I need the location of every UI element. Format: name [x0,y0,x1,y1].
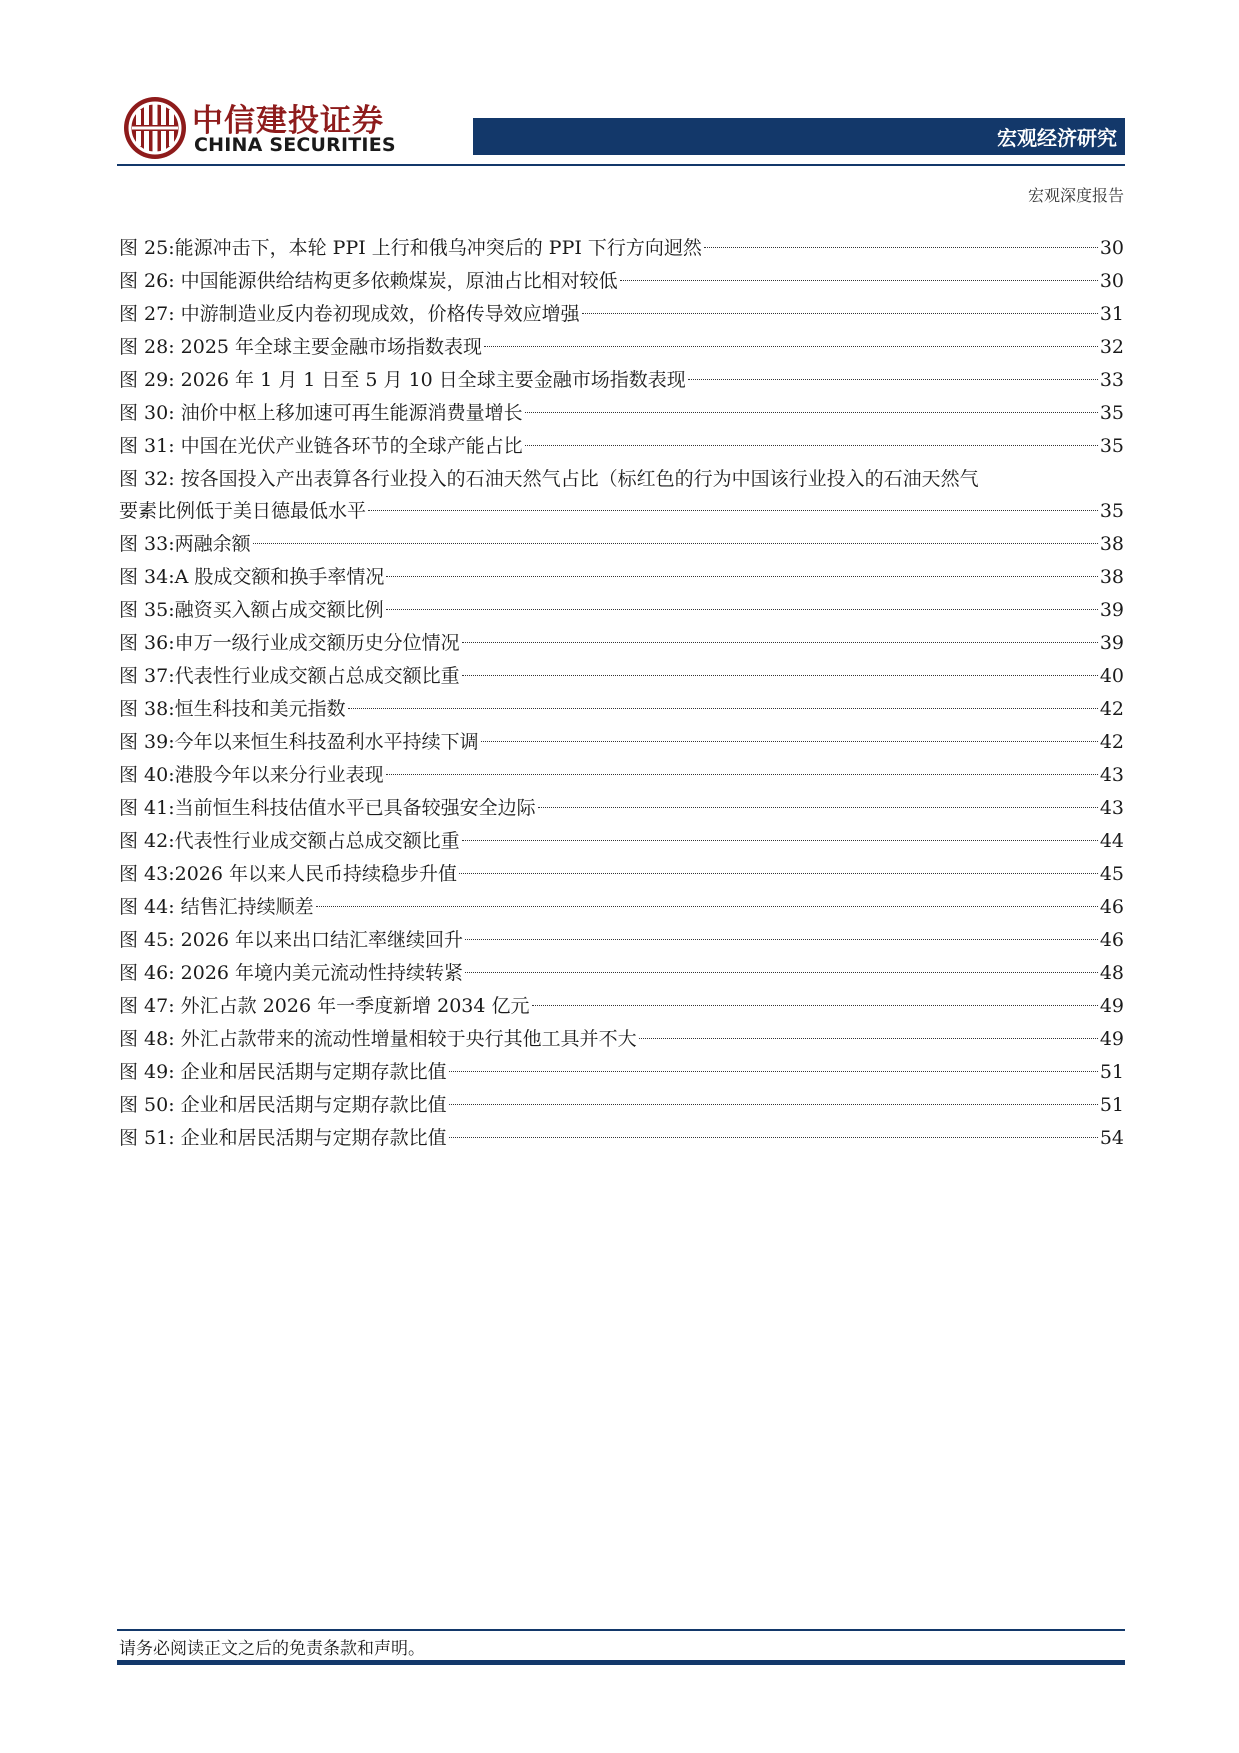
toc-entry-title: 图 48: 外汇占款带来的流动性增量相较于央行其他工具并不大 [119,1028,637,1050]
toc-leader-dots [532,1005,1098,1006]
toc-entry-title: 要素比例低于美日德最低水平 [119,500,367,522]
disclaimer-note: 请务必阅读正文之后的免责条款和声明。 [119,1639,425,1659]
toc-page-number: 38 [1099,533,1124,555]
toc-page-number: 30 [1099,237,1124,259]
toc-page-number: 49 [1099,995,1124,1017]
toc-entry-title: 图 50: 企业和居民活期与定期存款比值 [119,1094,447,1116]
toc-entry-title: 图 39:今年以来恒生科技盈利水平持续下调 [119,731,479,753]
toc-entry[interactable] [119,627,1124,660]
toc-page-number: 43 [1099,797,1124,819]
toc-leader-dots [704,247,1098,248]
toc-entry-title: 图 31: 中国在光伏产业链各环节的全球产能占比 [119,435,523,457]
toc-page-number: 54 [1099,1127,1124,1149]
toc-entry-title: 图 44: 结售汇持续顺差 [119,896,314,918]
toc-leader-dots [459,873,1098,874]
toc-leader-dots [449,1071,1098,1072]
toc-entry-title: 图 42:代表性行业成交额占总成交额比重 [119,830,460,852]
company-logo [122,95,532,165]
toc-page-number: 42 [1099,731,1124,753]
toc-leader-dots [449,1137,1098,1138]
toc-leader-dots [462,840,1098,841]
toc-entry[interactable] [119,792,1124,825]
toc-page-number: 32 [1099,336,1124,358]
toc-page-number: 40 [1099,665,1124,687]
toc-page-number: 42 [1099,698,1124,720]
toc-entry[interactable] [119,594,1124,627]
section-title: 宏观经济研究 [997,126,1117,150]
toc-leader-dots [348,708,1098,709]
report-type-label: 宏观深度报告 [1027,186,1124,205]
toc-entry[interactable] [119,1089,1124,1122]
toc-entry[interactable] [119,495,1124,528]
china-securities-logo-icon [122,95,188,161]
toc-entry-title: 图 46: 2026 年境内美元流动性持续转紧 [119,962,464,984]
toc-entry-title: 图 51: 企业和居民活期与定期存款比值 [119,1127,447,1149]
toc-entry-title: 图 34:A 股成交额和换手率情况 [119,566,385,588]
toc-entry-title: 图 49: 企业和居民活期与定期存款比值 [119,1061,447,1083]
toc-entry[interactable] [119,364,1124,397]
toc-entry[interactable] [119,990,1124,1023]
toc-page-number: 46 [1099,929,1124,951]
toc-entry-title: 图 40:港股今年以来分行业表现 [119,764,384,786]
toc-entry-title: 图 45: 2026 年以来出口结汇率继续回升 [119,929,464,951]
toc-leader-dots [462,675,1098,676]
toc-leader-dots [688,379,1098,380]
toc-page-number: 38 [1099,566,1124,588]
toc-entry-title: 图 35:融资买入额占成交额比例 [119,599,384,621]
toc-page-number: 31 [1099,303,1124,325]
toc-page-number: 43 [1099,764,1124,786]
toc-entry-title: 图 41:当前恒生科技估值水平已具备较强安全边际 [119,797,536,819]
toc-entry[interactable] [119,957,1124,990]
toc-page-number: 35 [1099,402,1124,424]
toc-leader-dots [481,741,1098,742]
toc-leader-dots [386,609,1098,610]
toc-entry[interactable] [119,1023,1124,1056]
toc-page-number: 45 [1099,863,1124,885]
figure-list [119,232,1124,1155]
toc-page-number: 33 [1099,369,1124,391]
toc-entry[interactable] [119,528,1124,561]
header-divider [117,164,1125,166]
toc-entry[interactable] [119,924,1124,957]
section-banner [473,118,1125,155]
toc-entry-title: 图 38:恒生科技和美元指数 [119,698,346,720]
toc-entry[interactable] [119,660,1124,693]
toc-entry-title: 图 29: 2026 年 1 月 1 日至 5 月 10 日全球主要金融市场指数表现 [119,369,686,391]
logo-chinese-name: 中信建投证券 [192,103,384,139]
toc-leader-dots [484,346,1098,347]
toc-page-number: 48 [1099,962,1124,984]
toc-entry[interactable] [119,858,1124,891]
toc-entry[interactable] [119,726,1124,759]
toc-entry[interactable] [119,825,1124,858]
toc-entry-first-line[interactable] [119,463,1124,495]
toc-page-number: 44 [1099,830,1124,852]
toc-entry[interactable] [119,759,1124,792]
toc-leader-dots [253,543,1098,544]
toc-entry-title: 图 37:代表性行业成交额占总成交额比重 [119,665,460,687]
toc-entry-title: 图 47: 外汇占款 2026 年一季度新增 2034 亿元 [119,995,530,1017]
toc-entry[interactable] [119,561,1124,594]
toc-entry-title: 图 32: 按各国投入产出表算各行业投入的石油天然气占比（标红色的行为中国该行业投入的石油天然气 [119,468,979,490]
toc-page-number: 30 [1099,270,1124,292]
toc-page-number: 49 [1099,1028,1124,1050]
toc-page-number: 39 [1099,632,1124,654]
toc-leader-dots [386,774,1098,775]
toc-entry[interactable] [119,298,1124,331]
footer-bar [117,1660,1125,1665]
toc-entry[interactable] [119,265,1124,298]
logo-english-name: CHINA SECURITIES [194,134,396,156]
toc-entry-title: 图 27: 中游制造业反内卷初现成效，价格传导效应增强 [119,303,580,325]
toc-entry-title: 图 25:能源冲击下，本轮 PPI 上行和俄乌冲突后的 PPI 下行方向迥然 [119,237,702,259]
toc-page-number: 51 [1099,1061,1124,1083]
toc-entry-title: 图 43:2026 年以来人民币持续稳步升值 [119,863,458,885]
toc-entry[interactable] [119,1056,1124,1089]
toc-entry[interactable] [119,331,1124,364]
toc-page-number: 39 [1099,599,1124,621]
toc-entry[interactable] [119,430,1124,463]
toc-leader-dots [386,576,1097,577]
toc-entry[interactable] [119,693,1124,726]
toc-leader-dots [465,939,1098,940]
toc-leader-dots [462,642,1098,643]
toc-leader-dots [538,807,1098,808]
toc-leader-dots [316,906,1098,907]
footer-divider [117,1629,1125,1631]
toc-leader-dots [525,412,1098,413]
toc-page-number: 35 [1099,435,1124,457]
toc-leader-dots [582,313,1098,314]
toc-entry-title: 图 30: 油价中枢上移加速可再生能源消费量增长 [119,402,523,424]
toc-leader-dots [368,510,1098,511]
toc-leader-dots [620,280,1098,281]
toc-leader-dots [525,445,1098,446]
toc-entry[interactable] [119,1122,1124,1155]
toc-entry-title: 图 36:申万一级行业成交额历史分位情况 [119,632,460,654]
toc-leader-dots [465,972,1098,973]
toc-entry[interactable] [119,891,1124,924]
toc-leader-dots [639,1038,1098,1039]
toc-entry-title: 图 33:两融余额 [119,533,251,555]
toc-page-number: 51 [1099,1094,1124,1116]
toc-page-number: 35 [1099,500,1124,522]
toc-entry[interactable] [119,397,1124,430]
toc-entry-title: 图 28: 2025 年全球主要金融市场指数表现 [119,336,483,358]
toc-page-number: 46 [1099,896,1124,918]
toc-entry-title: 图 26: 中国能源供给结构更多依赖煤炭，原油占比相对较低 [119,270,618,292]
toc-leader-dots [449,1104,1098,1105]
toc-entry[interactable] [119,232,1124,265]
